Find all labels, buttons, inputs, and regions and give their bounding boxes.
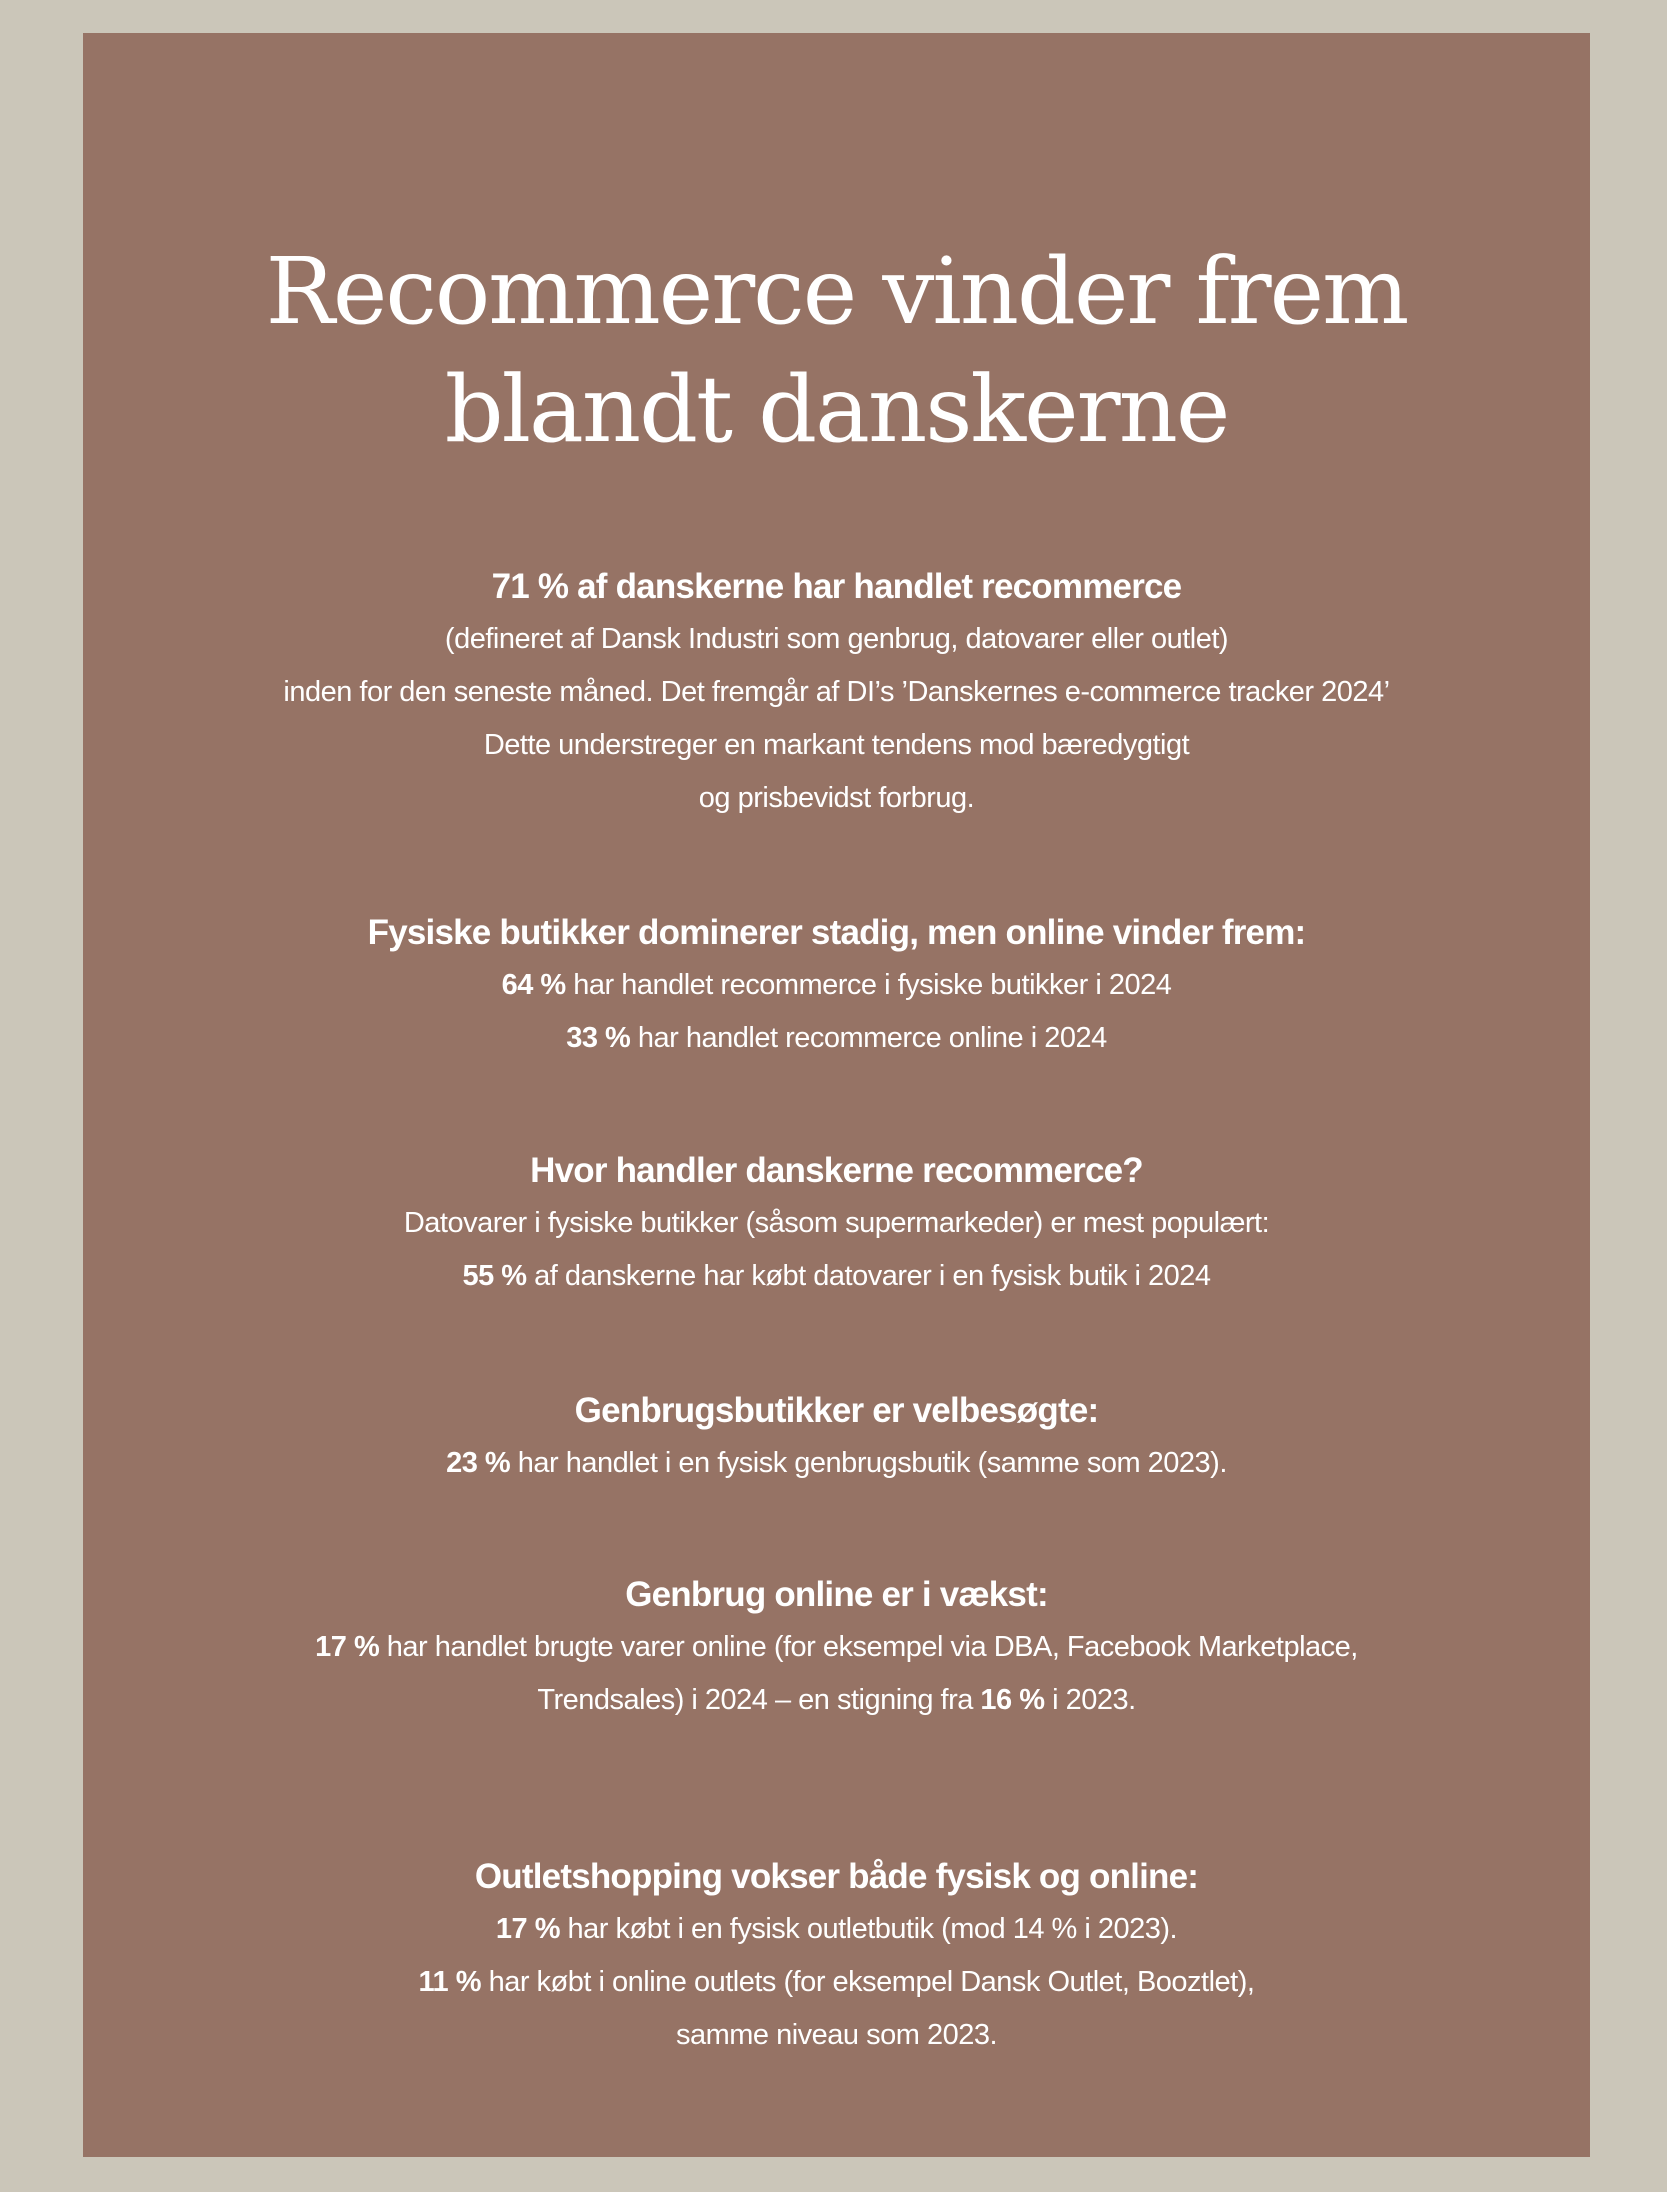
- section-line: 64 % har handlet recommerce i fysiske butikker i 2024: [501, 969, 1172, 1001]
- section-line: og prisbevidst forbrug.: [698, 782, 975, 814]
- section-line: inden for den seneste måned. Det fremgår af DI’s ’Danskernes e-commerce tracker 2024’: [283, 676, 1390, 708]
- section-line: Dette understreger en markant tendens mod bæredygtigt: [483, 729, 1190, 761]
- section-outlet-shopping: [83, 1851, 1590, 2062]
- section-line: 33 % har handlet recommerce online i 2024: [566, 1022, 1107, 1054]
- section-recommerce-share: [83, 561, 1590, 825]
- section-physical-vs-online: [83, 907, 1590, 1065]
- section-where-recommerce: [83, 1145, 1590, 1303]
- section-heading: Outletshopping vokser både fysisk og online:: [474, 1857, 1199, 1896]
- title-line-1: Recommerce vinder frem: [265, 238, 1408, 345]
- section-line: 11 % har købt i online outlets (for eksempel Dansk Outlet, Booztlet),: [418, 1966, 1255, 1998]
- section-thrift-stores: [83, 1385, 1590, 1490]
- infographic-panel: [83, 33, 1590, 2157]
- title-line-2: blandt danskerne: [444, 356, 1229, 463]
- page-title: [83, 233, 1590, 469]
- section-line: 55 % af danskerne har købt datovarer i en fysisk butik i 2024: [462, 1260, 1211, 1292]
- section-line: samme niveau som 2023.: [675, 2019, 998, 2051]
- section-online-secondhand: [83, 1569, 1590, 1727]
- section-line: Trendsales) i 2024 – en stigning fra 16 % i 2023.: [537, 1684, 1136, 1716]
- section-heading: 71 % af danskerne har handlet recommerce: [491, 567, 1182, 606]
- section-heading: Fysiske butikker dominerer stadig, men online vinder frem:: [367, 913, 1306, 952]
- section-line: (defineret af Dansk Industri som genbrug, datovarer eller outlet): [444, 623, 1229, 655]
- section-line: 17 % har købt i en fysisk outletbutik (mod 14 % i 2023).: [495, 1913, 1178, 1945]
- section-line: 17 % har handlet brugte varer online (for eksempel via DBA, Facebook Marketplace,: [315, 1631, 1358, 1663]
- section-heading: Hvor handler danskerne recommerce?: [530, 1151, 1143, 1190]
- section-line: Datovarer i fysiske butikker (såsom supermarkeder) er mest populært:: [403, 1207, 1270, 1239]
- section-heading: Genbrug online er i vækst:: [625, 1575, 1048, 1614]
- section-line: 23 % har handlet i en fysisk genbrugsbutik (samme som 2023).: [446, 1447, 1227, 1479]
- section-heading: Genbrugsbutikker er velbesøgte:: [574, 1391, 1099, 1430]
